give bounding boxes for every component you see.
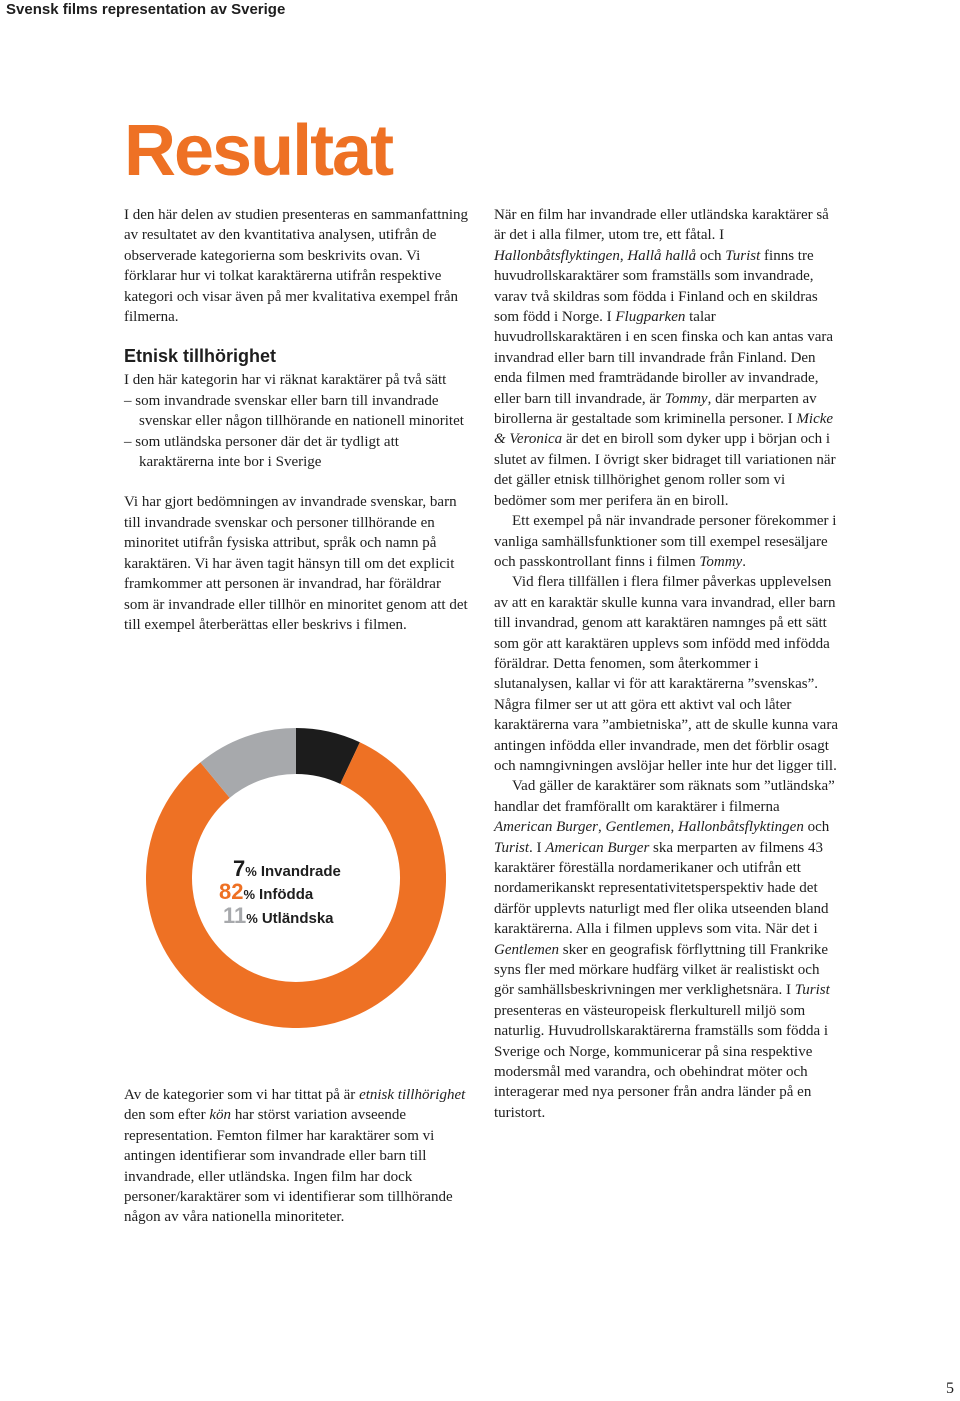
running-head: Svensk films representation av Sverige	[0, 0, 295, 19]
assessment-paragraph: Vi har gjort bedömningen av invandrade svenskar, barn till invandrade svenskar och personer tillhörande en minoritet utifrån fysiska attribut, språk och namn på karaktären. Vi har även tagit hänsyn till om det explicit framkommer att personen är invandrad, har föräldrar som är invandrade eller tillhör en minoritet genom att det till exempel återberättas eller beskrivs i filmen.	[124, 494, 468, 633]
donut-slice-infödda	[169, 763, 423, 1005]
legend-label-infodda: Infödda	[259, 886, 314, 903]
page-title: Resultat	[124, 111, 393, 191]
left-column	[124, 205, 469, 635]
right-paragraph-1: När en film har invandrade eller utländska karaktärer så är det i alla filmer, utom tre, ett fåtal. I Hallonbåtsflyktingen, Hallå hallå och Turist finns tre huvudrollskaraktärer som framställs som invandrade, varav två skildras som födda i Finland och en skildras som född i Norge. I Flugparken talar huvudrollskaraktären i en scen finska och kan antas vara invandrad eller barn till invandrade från Finland. Den enda filmen med framträdande biroller av invandrade, eller barn till invandrade, är Tommy, där merparten av birollerna är gestaltade som kriminella personer. I Micke & Veronica är det en biroll som dyker upp i början och i slutet av filmen. I övrigt sker bidraget till variationen när det gäller etnisk tillhörighet genom roller som vi bedömer som mer perifera än en biroll.	[494, 207, 836, 509]
legend-percent: %	[243, 887, 256, 902]
legend-value-invandrade: 7	[233, 856, 246, 881]
chart-legend	[219, 856, 341, 928]
page-number: 5	[946, 1380, 954, 1397]
list-item: – som invandrade svenskar eller barn till invandrade svenskar eller någon tillhörande en nationell minoritet	[124, 392, 464, 430]
svg-text:11%Utländska	[223, 903, 334, 928]
legend-percent: %	[245, 864, 257, 879]
section-heading: Etnisk tillhörighet	[124, 346, 277, 367]
legend-value-utlandska: 11	[223, 903, 247, 928]
legend-value-infodda: 82	[219, 879, 244, 904]
right-paragraph-2: Ett exempel på när invandrade personer förekommer i vanliga samhällsfunktioner som till exempel resesäljare och passkontrollant finns i filmen Tommy.	[494, 513, 837, 570]
legend-label-invandrade: Invandrade	[260, 863, 341, 880]
right-paragraph-3: Vid flera tillfällen i flera filmer påverkas upplevelsen av att en karaktär skulle kunna vara invandrad, eller barn till invandrad, genom att karaktären namnges på ett sätt som gör att karaktären upplevs som infödd med infödda föräldrar. Detta fenomen, som återkommer i slutanalysen, kallar vi för att karaktärerna ”svenskas”. Några filmer ser ut att göra ett aktivt val och låter karaktärerna vara ”ambietniska”, att de skulle kunna vara antingen infödda eller invandrade, men det förblir osagt och namngivningen avslöjar heller inte hur det ligger till.	[494, 574, 838, 774]
donut-slice-utländska	[215, 751, 296, 780]
svg-text:82%Infödda	[219, 879, 314, 904]
left-bottom-paragraph: Av de kategorier som vi har tittat på är etnisk tillhörighet den som efter kön har störst variation avseende representation. Femton filmer har karaktärer som vi antingen identifierar som invandrade eller barn till invandrade, eller utländska. Ingen film har dock personer/karaktärer som vi identifierar som tillhörande någon av våra nationella minoriteter.	[124, 1087, 466, 1226]
right-paragraph-4: Vad gäller de karaktärer som räknats som ”utländska” handlar det framförallt om karaktärer i filmerna American Burger, Gentlemen, Hallonbåtsflyktingen och Turist. I American Burger ska merparten av filmens 43 karaktärer föreställa nordamerikaner och utifrån ett nordamerikanskt representativitetsperspektiv hade det därför upplevts naturligt med fler olika utseenden bland karaktärerna. Alla i filmen upplevs som vita. När det i Gentlemen sker en geografisk förflyttning till Frankrike syns fler med mörkare hudfärg vilket är realistiskt och gör samhällsbeskrivningen mer verklighetsnära. I Turist presenteras en västeuropeisk flerkulturell miljö som naturlig. Huvudrollskaraktärerna framställs som födda i Sverige och Norge, kommunicerar på sina respektive modersmål med varandra, och obehindrat möter och interagerar med nya personer från andra länder på en turistort.	[494, 778, 835, 1121]
legend-label-utlandska: Utländska	[261, 910, 334, 927]
list-item: – som utländska personer där det är tydligt att karaktärerna inte bor i Sverige	[124, 433, 399, 471]
right-column	[494, 205, 839, 1123]
ethnicity-donut-chart	[146, 728, 446, 1028]
lead-paragraph: I den här kategorin har vi räknat karaktärer på två sätt	[124, 372, 447, 389]
intro-paragraph: I den här delen av studien presenteras en sammanfattning av resultatet av den kvantitativa analysen, utifrån de observerade kategorierna som beskrivits ovan. Vi förklarar hur vi tolkat karaktärerna utifrån respektive kategori och visar även på mer kvalitativa exempel från filmerna.	[124, 207, 469, 326]
donut-slice-invandrade	[296, 751, 350, 763]
svg-text:7%Invandrade	[233, 856, 341, 881]
legend-percent: %	[246, 911, 258, 926]
